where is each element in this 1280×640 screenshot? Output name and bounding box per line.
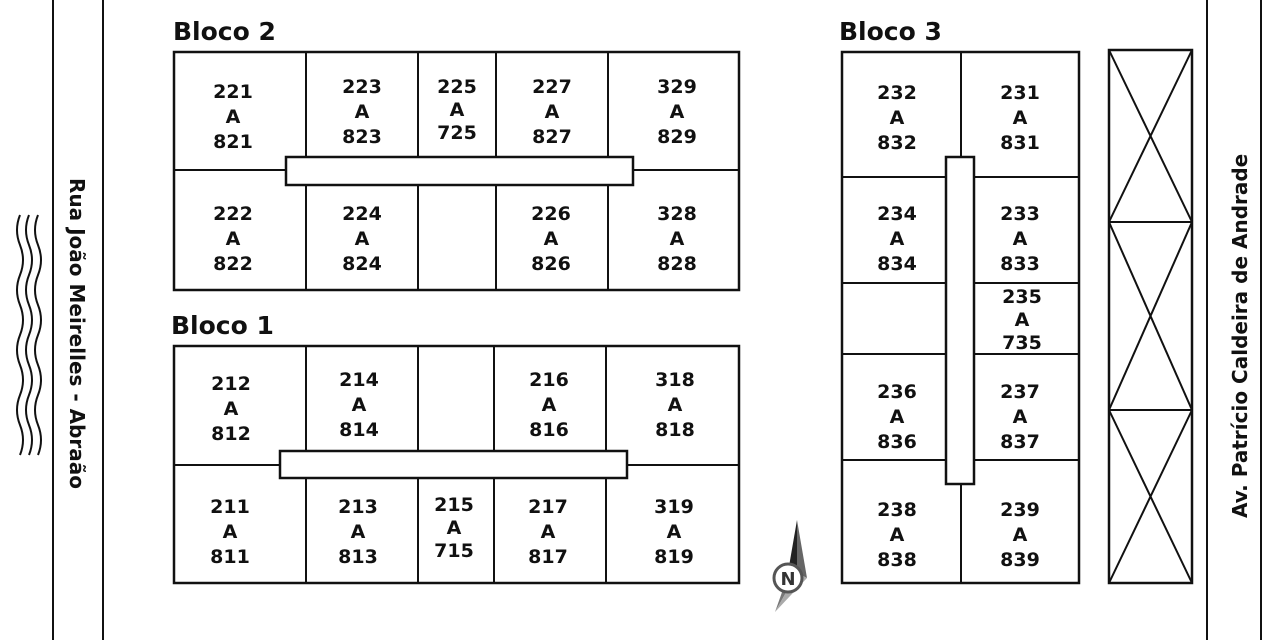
unit-number: 818 <box>655 419 695 441</box>
street-label-left: Rua João Meirelles - Abraão <box>65 178 89 490</box>
unit-number: 223 <box>342 76 382 98</box>
unit-number: 813 <box>338 546 378 568</box>
unit-number: 213 <box>338 496 378 518</box>
north-compass-icon <box>774 520 807 612</box>
wavy-lines-icon <box>17 215 41 455</box>
unit-number: 821 <box>213 131 253 153</box>
unit-number: A <box>543 228 559 250</box>
unit-number: A <box>225 228 241 250</box>
unit-number: 817 <box>528 546 568 568</box>
unit-number: A <box>544 101 560 123</box>
unit-number: A <box>669 101 685 123</box>
unit-number: A <box>889 406 905 428</box>
unit-number: 318 <box>655 369 695 391</box>
unit-number: 838 <box>877 549 917 571</box>
unit-number: 824 <box>342 253 382 275</box>
unit-number: 222 <box>213 203 253 225</box>
unit-number: A <box>889 524 905 546</box>
unit-number: A <box>1014 309 1030 331</box>
unit-number: 221 <box>213 81 253 103</box>
unit-number: 811 <box>210 546 250 568</box>
unit-number: A <box>225 106 241 128</box>
unit-number: 839 <box>1000 549 1040 571</box>
unit-number: A <box>669 228 685 250</box>
unit-number: 234 <box>877 203 917 225</box>
unit-number: 217 <box>528 496 568 518</box>
unit-number: 829 <box>657 126 697 148</box>
unit-number: 725 <box>437 122 477 144</box>
unit-number: 834 <box>877 253 917 275</box>
unit-number: A <box>222 521 238 543</box>
unit-number: 837 <box>1000 431 1040 453</box>
unit-number: 236 <box>877 381 917 403</box>
unit-number: 735 <box>1002 332 1042 354</box>
unit-number: 833 <box>1000 253 1040 275</box>
unit-number: 812 <box>211 423 251 445</box>
unit-number: A <box>446 517 462 539</box>
unit-number: A <box>354 101 370 123</box>
unit-number: 233 <box>1000 203 1040 225</box>
corridor <box>946 157 974 484</box>
street-label-right: Av. Patrício Caldeira de Andrade <box>1228 153 1252 518</box>
unit-number: 238 <box>877 499 917 521</box>
unit-number: A <box>350 521 366 543</box>
unit-number: 816 <box>529 419 569 441</box>
unit-number: 827 <box>532 126 572 148</box>
unit-number: 823 <box>342 126 382 148</box>
unit-number: 231 <box>1000 82 1040 104</box>
block-title-bloco2: Bloco 2 <box>173 17 276 46</box>
unit-number: 212 <box>211 373 251 395</box>
unit-number: 715 <box>434 540 474 562</box>
unit-number: 235 <box>1002 286 1042 308</box>
unit-number: 831 <box>1000 132 1040 154</box>
block-title-bloco1: Bloco 1 <box>171 311 274 340</box>
unit-number: A <box>889 107 905 129</box>
unit-number: A <box>351 394 367 416</box>
unit-number: 225 <box>437 76 477 98</box>
crossed-box-icon <box>1109 50 1192 583</box>
unit-number: 216 <box>529 369 569 391</box>
unit-number: A <box>354 228 370 250</box>
unit-number: A <box>1012 228 1028 250</box>
unit-number: 224 <box>342 203 382 225</box>
unit-number: 214 <box>339 369 379 391</box>
unit-number: 319 <box>654 496 694 518</box>
unit-number: A <box>223 398 239 420</box>
unit-number: A <box>540 521 556 543</box>
unit-number: 226 <box>531 203 571 225</box>
compass-label: N <box>780 569 796 590</box>
unit-number: 826 <box>531 253 571 275</box>
unit-number: 836 <box>877 431 917 453</box>
unit-number: 239 <box>1000 499 1040 521</box>
unit-number: 832 <box>877 132 917 154</box>
corridor <box>280 451 627 478</box>
unit-number: A <box>889 228 905 250</box>
unit-number: 329 <box>657 76 697 98</box>
block-title-bloco3: Bloco 3 <box>839 17 942 46</box>
unit-number: 227 <box>532 76 572 98</box>
unit-number: 828 <box>657 253 697 275</box>
unit-number: A <box>449 99 465 121</box>
unit-number: A <box>667 394 683 416</box>
unit-number: 237 <box>1000 381 1040 403</box>
unit-number: A <box>1012 406 1028 428</box>
unit-number: 232 <box>877 82 917 104</box>
unit-number: A <box>541 394 557 416</box>
unit-number: 819 <box>654 546 694 568</box>
unit-number: 822 <box>213 253 253 275</box>
corridor <box>286 157 633 185</box>
unit-number: 215 <box>434 494 474 516</box>
unit-number: 328 <box>657 203 697 225</box>
unit-number: A <box>1012 524 1028 546</box>
unit-number: 814 <box>339 419 379 441</box>
unit-number: 211 <box>210 496 250 518</box>
unit-number: A <box>666 521 682 543</box>
unit-number: A <box>1012 107 1028 129</box>
